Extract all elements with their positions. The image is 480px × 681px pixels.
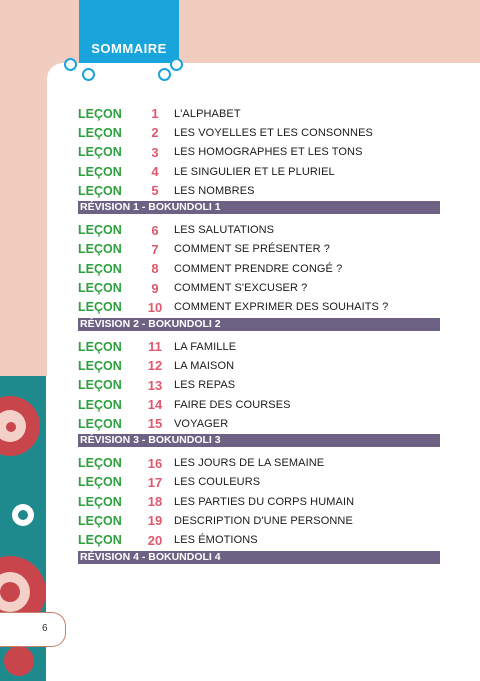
flower-shape <box>4 646 34 676</box>
toc-row[interactable] <box>78 278 440 297</box>
binder-ring-icon <box>170 58 183 71</box>
flower-shape <box>0 582 20 602</box>
table-of-contents <box>78 104 440 570</box>
flower-shape <box>18 510 28 520</box>
toc-row[interactable] <box>78 376 440 395</box>
lesson-number: 18 <box>147 494 163 510</box>
toc-row[interactable] <box>78 104 440 123</box>
lesson-title: LES ÉMOTIONS <box>174 534 258 547</box>
revision-bar[interactable]: RÉVISION 4 - BOKUNDOLI 4 <box>78 551 440 564</box>
lesson-title: LA FAMILLE <box>174 340 237 353</box>
lesson-title: COMMENT EXPRIMER DES SOUHAITS ? <box>174 301 389 314</box>
lesson-label: LEÇON <box>78 494 122 509</box>
lesson-label: LEÇON <box>78 339 122 354</box>
lesson-label: LEÇON <box>78 223 122 238</box>
header-tab <box>79 0 179 68</box>
toc-row[interactable] <box>78 123 440 142</box>
lesson-title: LES VOYELLES ET LES CONSONNES <box>174 126 373 139</box>
toc-row[interactable] <box>78 337 440 356</box>
lesson-label: LEÇON <box>78 281 122 296</box>
lesson-number: 15 <box>147 416 163 432</box>
lesson-title: LE SINGULIER ET LE PLURIEL <box>174 165 335 178</box>
lesson-title: LES HOMOGRAPHES ET LES TONS <box>174 146 363 159</box>
lesson-label: LEÇON <box>78 300 122 315</box>
lesson-title: L'ALPHABET <box>174 107 241 120</box>
toc-row[interactable] <box>78 473 440 492</box>
lesson-label: LEÇON <box>78 475 122 490</box>
lesson-title: LES NOMBRES <box>174 184 255 197</box>
lesson-number: 6 <box>151 222 159 238</box>
toc-row[interactable] <box>78 143 440 162</box>
lesson-title: COMMENT S'EXCUSER ? <box>174 282 308 295</box>
toc-row[interactable] <box>78 220 440 239</box>
page-number: 6 <box>42 623 48 634</box>
page-title: SOMMAIRE <box>91 41 167 56</box>
lesson-title: COMMENT PRENDRE CONGÉ ? <box>174 262 343 275</box>
toc-row[interactable] <box>78 531 440 550</box>
lesson-label: LEÇON <box>78 106 122 121</box>
flower-shape <box>6 422 16 432</box>
lesson-number: 3 <box>151 144 159 160</box>
revision-bar[interactable]: RÉVISION 3 - BOKUNDOLI 3 <box>78 434 440 447</box>
revision-bar[interactable]: RÉVISION 2 - BOKUNDOLI 2 <box>78 318 440 331</box>
binder-ring-icon <box>64 58 77 71</box>
lesson-number: 7 <box>151 241 159 257</box>
binder-ring-icon <box>158 68 171 81</box>
page-number-tab <box>0 612 66 647</box>
toc-row[interactable] <box>78 259 440 278</box>
binder-ring-icon <box>82 68 95 81</box>
lesson-title: LES SALUTATIONS <box>174 224 275 237</box>
toc-row[interactable] <box>78 511 440 530</box>
toc-row[interactable] <box>78 395 440 414</box>
lesson-number: 14 <box>147 397 163 412</box>
lesson-label: LEÇON <box>78 397 122 412</box>
lesson-number: 19 <box>147 513 163 529</box>
toc-row[interactable] <box>78 181 440 200</box>
lesson-title: DESCRIPTION D'UNE PERSONNE <box>174 514 353 527</box>
lesson-label: LEÇON <box>78 242 122 257</box>
lesson-title: LA MAISON <box>174 359 235 372</box>
lesson-number: 9 <box>151 280 159 296</box>
lesson-label: LEÇON <box>78 378 122 393</box>
lesson-number: 20 <box>147 532 163 548</box>
lesson-number: 11 <box>148 339 162 355</box>
lesson-number: 16 <box>147 455 163 471</box>
lesson-number: 8 <box>151 261 159 277</box>
toc-row[interactable] <box>78 492 440 511</box>
toc-row[interactable] <box>78 298 440 317</box>
lesson-title: LES JOURS DE LA SEMAINE <box>174 457 325 470</box>
lesson-label: LEÇON <box>78 358 122 373</box>
revision-bar[interactable]: RÉVISION 1 - BOKUNDOLI 1 <box>78 201 440 214</box>
toc-row[interactable] <box>78 414 440 433</box>
lesson-number: 12 <box>147 358 163 374</box>
lesson-label: LEÇON <box>78 513 122 528</box>
lesson-title: COMMENT SE PRÉSENTER ? <box>174 243 331 256</box>
lesson-title: LES COULEURS <box>174 476 261 489</box>
lesson-label: LEÇON <box>78 164 122 179</box>
toc-row[interactable] <box>78 162 440 181</box>
lesson-title: VOYAGER <box>174 417 229 430</box>
lesson-number: 5 <box>151 183 159 199</box>
lesson-title: LES REPAS <box>174 379 236 392</box>
toc-row[interactable] <box>78 453 440 472</box>
lesson-number: 2 <box>151 125 159 141</box>
lesson-label: LEÇON <box>78 533 122 548</box>
lesson-number: 1 <box>151 106 159 122</box>
lesson-label: LEÇON <box>78 183 122 198</box>
lesson-title: LES PARTIES DU CORPS HUMAIN <box>174 495 355 508</box>
lesson-label: LEÇON <box>78 416 122 431</box>
lesson-number: 17 <box>147 474 163 490</box>
lesson-label: LEÇON <box>78 456 122 471</box>
lesson-number: 4 <box>151 164 159 180</box>
lesson-label: LEÇON <box>78 261 122 276</box>
lesson-label: LEÇON <box>78 145 122 160</box>
lesson-label: LEÇON <box>78 125 122 140</box>
lesson-number: 13 <box>147 377 163 393</box>
lesson-title: FAIRE DES COURSES <box>174 398 291 411</box>
toc-row[interactable] <box>78 240 440 259</box>
toc-row[interactable] <box>78 356 440 375</box>
lesson-number: 10 <box>147 299 163 315</box>
